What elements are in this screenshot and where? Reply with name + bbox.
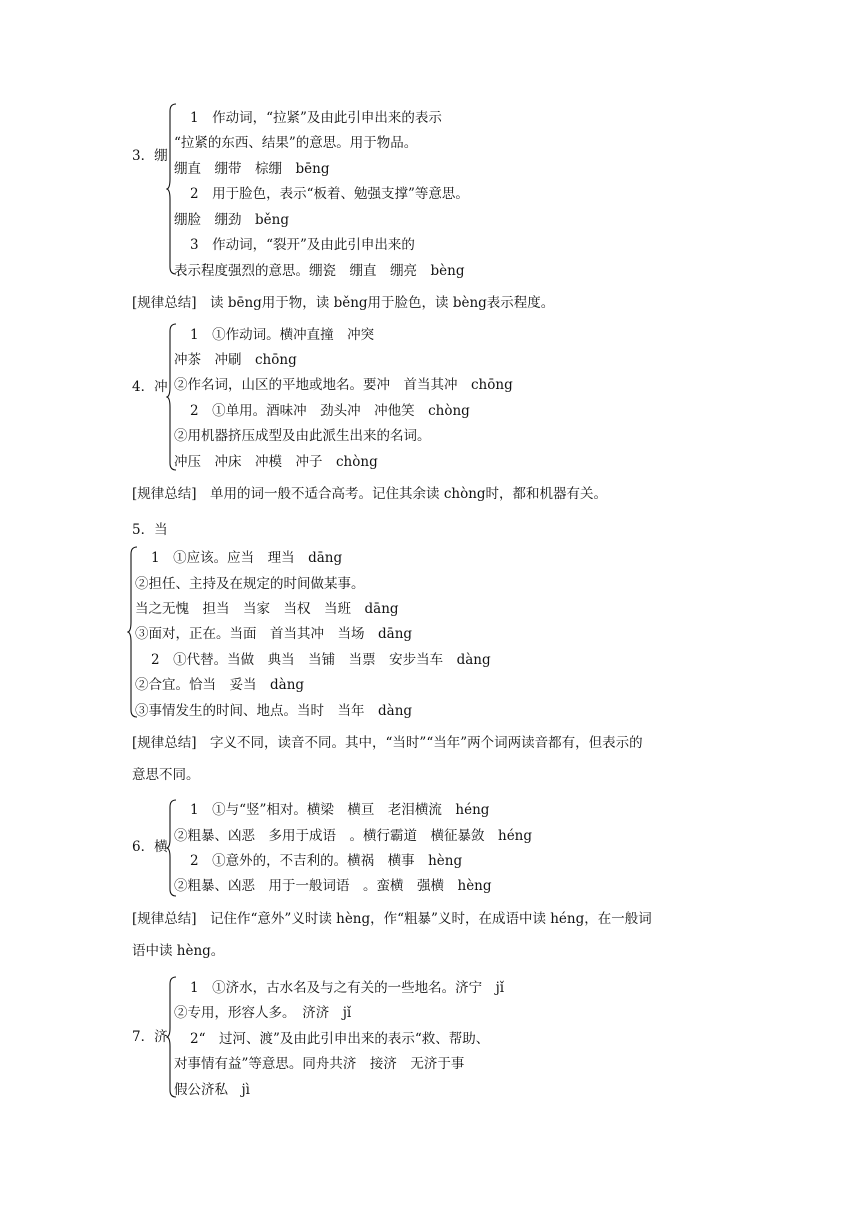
- entry-label: 5．当: [132, 522, 168, 538]
- entry-line: ③事情发生的时间、地点。当时 当年 dàng: [135, 703, 413, 719]
- entry-label: 7．济: [132, 1029, 168, 1045]
- rule-summary: [规律总结] 记住作“意外”义时读 hèng，作“粗暴”义时，在成语中读 héng，在一般词: [132, 911, 652, 927]
- entry-line: 当之无愧 担当 当家 当权 当班 dāng: [135, 601, 399, 617]
- entry-line: 1 ①与“竖”相对。横梁 横亘 老泪横流 héng: [190, 802, 490, 818]
- entry-line: 1 ①济水，古水名及与之有关的一些地名。济宁 jǐ: [190, 980, 505, 996]
- rule-summary-continued: 意思不同。: [132, 767, 200, 783]
- entry-line: 对事情有益”等意思。同舟共济 接济 无济于事: [174, 1056, 465, 1072]
- entry-line: 2 ①意外的，不吉利的。横祸 横事 hèng: [190, 853, 463, 869]
- entry-line: 1 ①作动词。横冲直撞 冲突: [190, 327, 375, 343]
- entry-line: 1 作动词，“拉紧”及由此引申出来的表示: [190, 110, 442, 126]
- rule-summary: [规律总结] 字义不同，读音不同。其中，“当时”“当年”两个词两读音都有，但表示的: [132, 735, 643, 751]
- entry-line: 冲茶 冲刷 chōng: [174, 352, 297, 368]
- entry-label: 6．横: [132, 839, 168, 855]
- entry-line: ②粗暴、凶恶 多用于成语 。横行霸道 横征暴敛 héng: [174, 828, 533, 844]
- entry-line: 2 ①单用。酒味冲 劲头冲 冲他笑 chòng: [190, 403, 470, 419]
- left-brace: [166, 103, 178, 275]
- rule-summary: [规律总结] 读 bēng用于物，读 běng用于脸色，读 bèng表示程度。: [132, 295, 555, 311]
- entry-label: 3．绷: [132, 148, 168, 164]
- left-brace: [166, 323, 178, 471]
- entry-line: 绷脸 绷劲 běng: [174, 212, 289, 228]
- entry-line: ②用机器挤压成型及由此派生出来的名词。: [174, 428, 431, 444]
- entry-line: ②粗暴、凶恶 用于一般词语 。蛮横 强横 hèng: [174, 878, 492, 894]
- entry-line: ②合宜。恰当 妥当 dàng: [135, 677, 305, 693]
- entry-line: 2 ①代替。当做 典当 当铺 当票 安步当车 dàng: [151, 652, 491, 668]
- entry-label: 4．冲: [132, 379, 168, 395]
- rule-summary-continued: 语中读 hèng。: [132, 943, 225, 959]
- entry-line: 冲压 冲床 冲模 冲子 chòng: [174, 454, 378, 470]
- entry-line: ③面对，正在。当面 首当其冲 当场 dāng: [135, 626, 413, 642]
- entry-line: ②作名词，山区的平地或地名。要冲 首当其冲 chōng: [174, 377, 513, 393]
- rule-summary: [规律总结] 单用的词一般不适合高考。记住其余读 chòng时，都和机器有关。: [132, 486, 608, 502]
- entry-line: ②担任、主持及在规定的时间做某事。: [135, 576, 365, 592]
- entry-line: 绷直 绷带 棕绷 bēng: [174, 161, 330, 177]
- entry-line: 假公济私 jì: [174, 1082, 251, 1098]
- entry-line: 表示程度强烈的意思。绷瓷 绷直 绷亮 bèng: [174, 263, 465, 279]
- entry-line: 1 ①应该。应当 理当 dāng: [151, 550, 343, 566]
- left-brace: [166, 976, 178, 1098]
- entry-line: 3 作动词，“裂开”及由此引申出来的: [190, 237, 415, 253]
- entry-line: 2“ 过河、渡”及由此引申出来的表示“救、帮助、: [190, 1031, 490, 1047]
- entry-line: “拉紧的东西、结果”的意思。用于物品。: [174, 135, 418, 151]
- entry-line: 2 用于脸色，表示“板着、勉强支撑”等意思。: [190, 186, 469, 202]
- entry-line: ②专用，形容人多。 济济 jǐ: [174, 1005, 352, 1021]
